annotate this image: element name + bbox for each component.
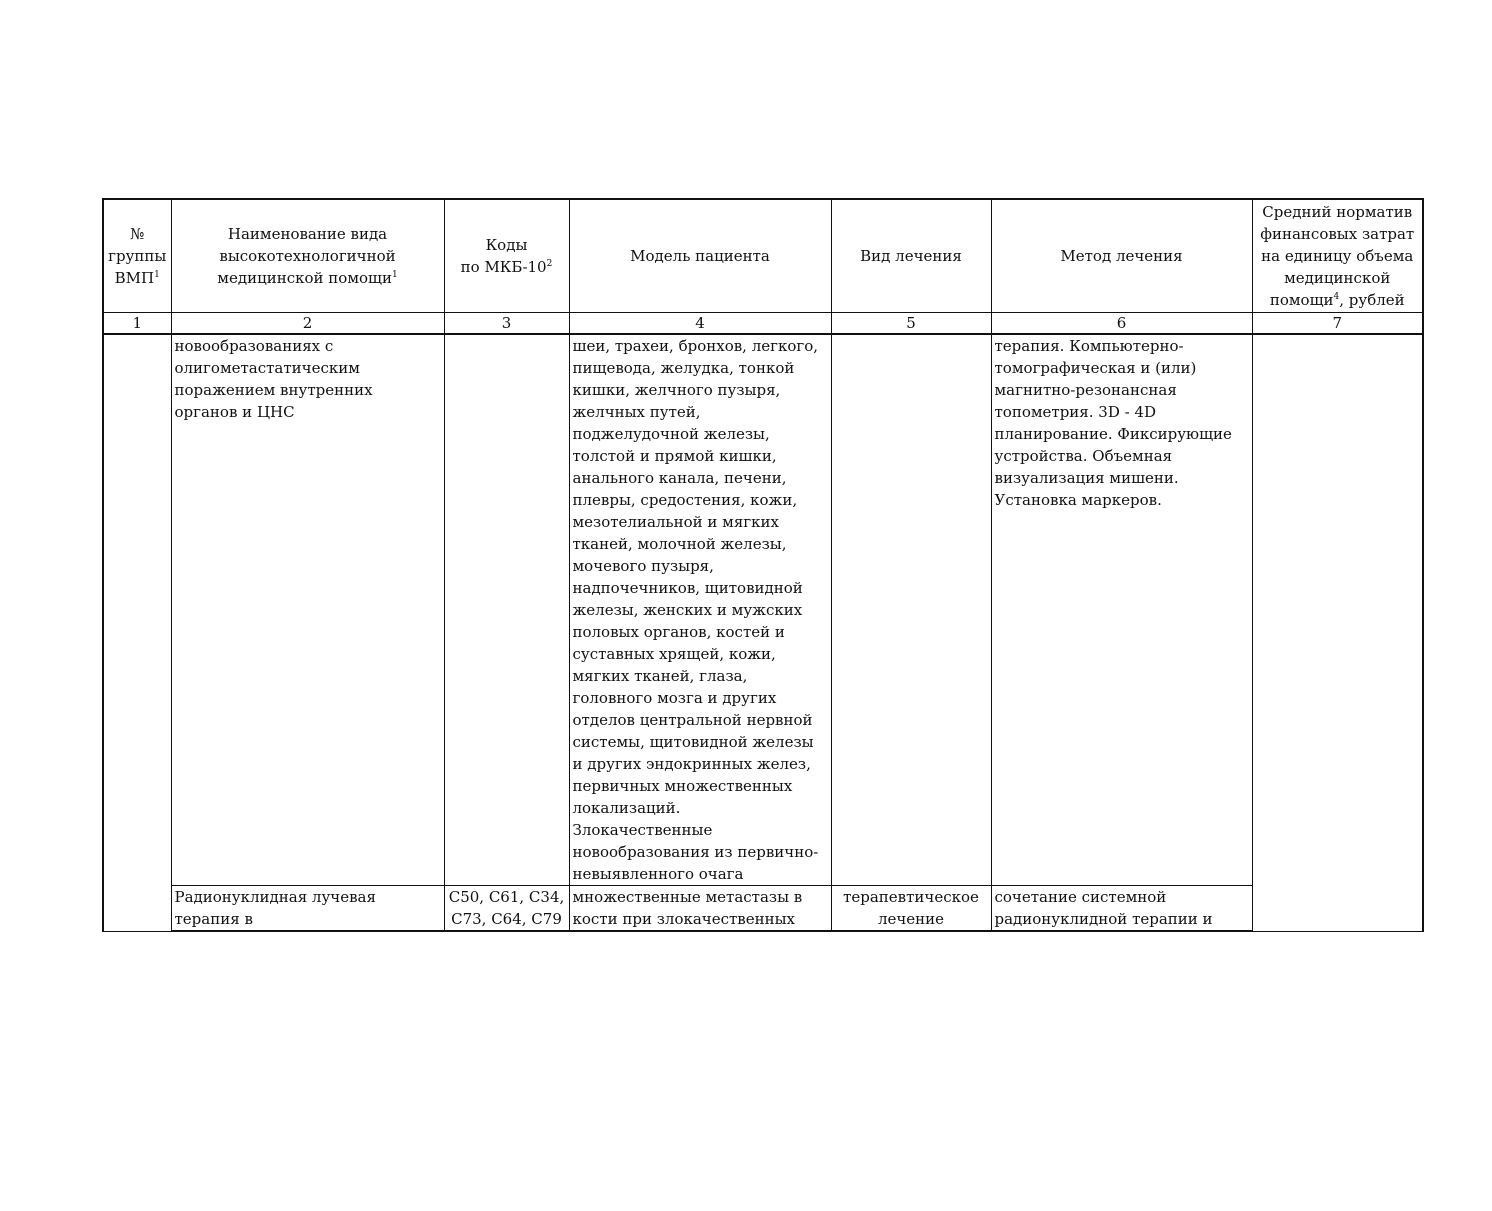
footnote-ref: 4	[1333, 292, 1340, 302]
header-patient-model-text: Модель пациента	[630, 247, 770, 265]
cell-icd-codes	[444, 334, 569, 886]
header-icd-codes-text: Коды по МКБ-10	[460, 236, 547, 276]
table-header-row	[103, 199, 1423, 313]
footnote-ref: 1	[154, 270, 160, 280]
cell-vmp-name: новообразованиях с олигометастатическим поражением внутренних органов и ЦНС	[171, 334, 444, 886]
header-treatment-type-text: Вид лечения	[860, 247, 962, 265]
column-number: 3	[444, 313, 569, 335]
cell-patient-model: множественные метастазы в кости при злокачественных	[569, 886, 831, 932]
table-row	[103, 886, 1423, 932]
cell-treatment-type: терапевтическое лечение	[831, 886, 991, 932]
header-group-no-text: № группы ВМП	[108, 225, 167, 287]
header-cost-suffix: , рублей	[1339, 291, 1405, 309]
cell-treatment-method: терапия. Компьютерно- томографическая и (или) магнитно-резонансная топометрия. 3D - 4D планирование. Фиксирующие устройства. Объемная визуализация мишени. Установка маркеров.	[991, 334, 1252, 886]
header-cost-text: Средний норматив финансовых затрат на единицу объема медицинской помощи	[1260, 203, 1415, 309]
column-number: 6	[991, 313, 1252, 335]
column-number-row	[103, 313, 1423, 335]
cell-treatment-type	[831, 334, 991, 886]
header-icd-codes	[444, 199, 569, 313]
column-number: 1	[103, 313, 171, 335]
cell-patient-model: шеи, трахеи, бронхов, легкого, пищевода, желудка, тонкой кишки, желчного пузыря, желчных путей, поджелудочной железы, толстой и прямой кишки, анального канала, печени, плевры, средостения, кожи, мезотелиальной и мягких тканей, молочной железы, мочевого пузыря, надпочечников, щитовидной железы, женских и мужских половых органов, костей и суставных хрящей, кожи, мягких тканей, глаза, головного мозга и других отделов центральной нервной системы, щитовидной железы и других эндокринных желез, первичных множественных локализаций. Злокачественные новообразования из первично- невыявленного очага	[569, 334, 831, 886]
column-number: 4	[569, 313, 831, 335]
cell-vmp-name: Радионуклидная лучевая терапия в	[171, 886, 444, 932]
cell-treatment-method: сочетание системной радионуклидной терапии и	[991, 886, 1252, 932]
table-row	[103, 334, 1423, 886]
header-treatment-type	[831, 199, 991, 313]
header-treatment-method	[991, 199, 1252, 313]
footnote-ref: 1	[391, 270, 398, 280]
cell-cost	[1252, 334, 1423, 931]
header-vmp-name	[171, 199, 444, 313]
column-number: 5	[831, 313, 991, 335]
vmp-table	[102, 198, 1424, 932]
header-cost	[1252, 199, 1423, 313]
header-group-no	[103, 199, 171, 313]
column-number: 7	[1252, 313, 1423, 335]
footnote-ref: 2	[546, 259, 553, 269]
cell-icd-codes: C50, C61, C34, C73, C64, C79	[444, 886, 569, 932]
header-vmp-name-text: Наименование вида высокотехнологичной медицинской помощи	[217, 225, 396, 287]
cell-group-no	[103, 334, 171, 931]
header-treatment-method-text: Метод лечения	[1060, 247, 1183, 265]
column-number: 2	[171, 313, 444, 335]
header-patient-model	[569, 199, 831, 313]
